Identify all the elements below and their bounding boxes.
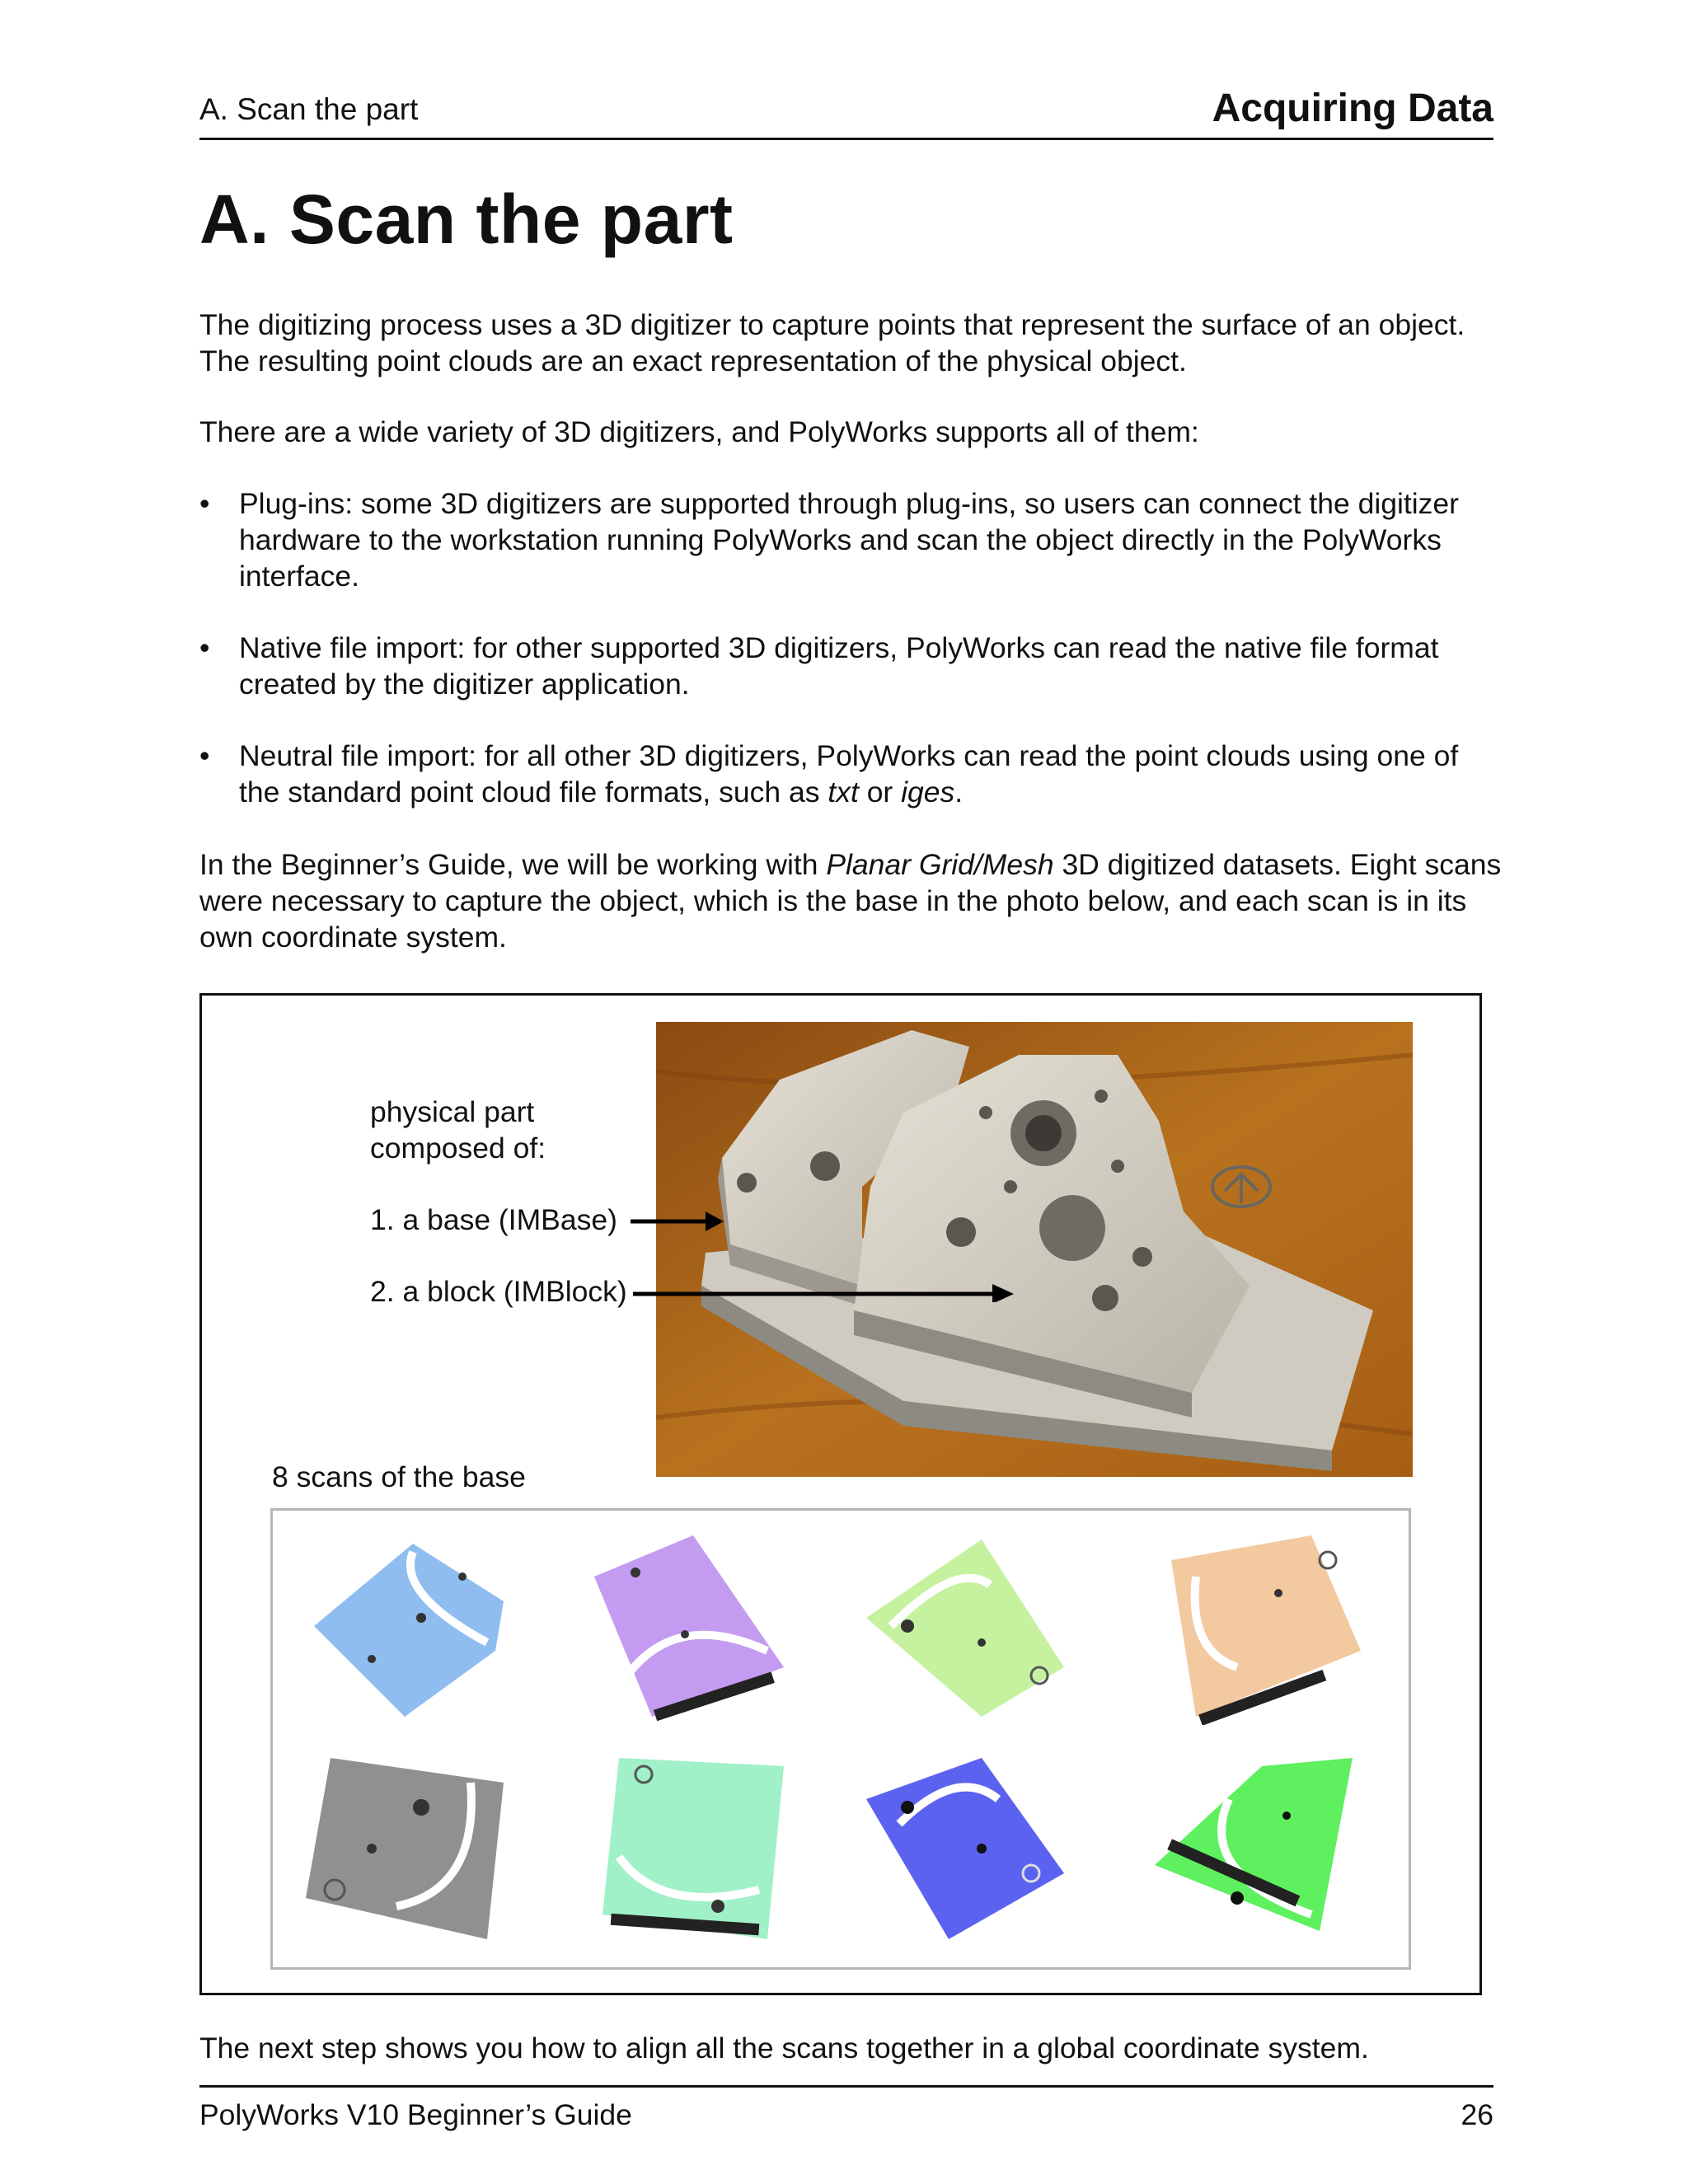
figure-item-base: 1. a base (IMBase) (370, 1203, 617, 1236)
bullet-text: Neutral file import: for all other 3D digitizers, PolyWorks can read the point clouds using one of the standard point cloud file formats, such as txt or iges. (239, 739, 1459, 808)
footer-guide-title: PolyWorks V10 Beginner’s Guide (199, 2098, 632, 2131)
figure-label-line1: physical part (370, 1095, 535, 1128)
scan-3 (858, 1527, 1072, 1725)
intro-paragraph: The digitizing process uses a 3D digitizer to capture points that represent the surface of an object. The resulting point clouds are an exact representation of the physical object. (199, 308, 1465, 377)
scan-5 (298, 1750, 512, 1947)
format-txt: txt (828, 776, 859, 808)
scan-4 (1146, 1527, 1361, 1725)
scan-1 (298, 1527, 512, 1725)
scan-8 (1146, 1750, 1361, 1947)
arrowhead-block (992, 1284, 1014, 1302)
page-number: 26 (1461, 2098, 1493, 2131)
running-header-chapter: Acquiring Data (1212, 87, 1493, 130)
digitizers-paragraph: There are a wide variety of 3D digitizers, and PolyWorks supports all of them: (199, 415, 1199, 448)
figure-label-line2: composed of: (370, 1132, 546, 1165)
dataset-type: Planar Grid/Mesh (826, 848, 1054, 881)
header-rule (199, 138, 1493, 140)
closing-paragraph: The next step shows you how to align all the scans together in a global coordinate system. (199, 2032, 1369, 2064)
bullet-symbol: • (199, 631, 210, 664)
figure-item-block: 2. a block (IMBlock) (370, 1275, 627, 1308)
running-header-section: A. Scan the part (199, 92, 419, 126)
callout-arrows (626, 1203, 1022, 1302)
dataset-paragraph: In the Beginner’s Guide, we will be working with Planar Grid/Mesh 3D digitized datasets. Eight scans were necessary to capture the object, which is the base in the photo below, and each scan is in its own coordinate system. (199, 848, 1502, 954)
page-title: A. Scan the part (199, 180, 734, 258)
footer-rule (199, 2085, 1493, 2088)
format-iges: iges (901, 776, 955, 808)
scans-label: 8 scans of the base (272, 1460, 526, 1493)
bullet-symbol: • (199, 487, 210, 520)
bullet-text: Plug-ins: some 3D digitizers are supported through plug-ins, so users can connect the digitizer hardware to the workstation running PolyWorks and scan the object directly in the PolyWorks interface. (239, 487, 1459, 593)
scans-panel (270, 1508, 1411, 1970)
bullet-symbol: • (199, 739, 210, 772)
scan-2 (578, 1527, 792, 1725)
scan-7 (858, 1750, 1072, 1947)
arrowhead-base (706, 1212, 724, 1231)
scan-6 (594, 1750, 809, 1947)
bullet-text: Native file import: for other supported 3D digitizers, PolyWorks can read the native file format created by the digitizer application. (239, 631, 1439, 701)
